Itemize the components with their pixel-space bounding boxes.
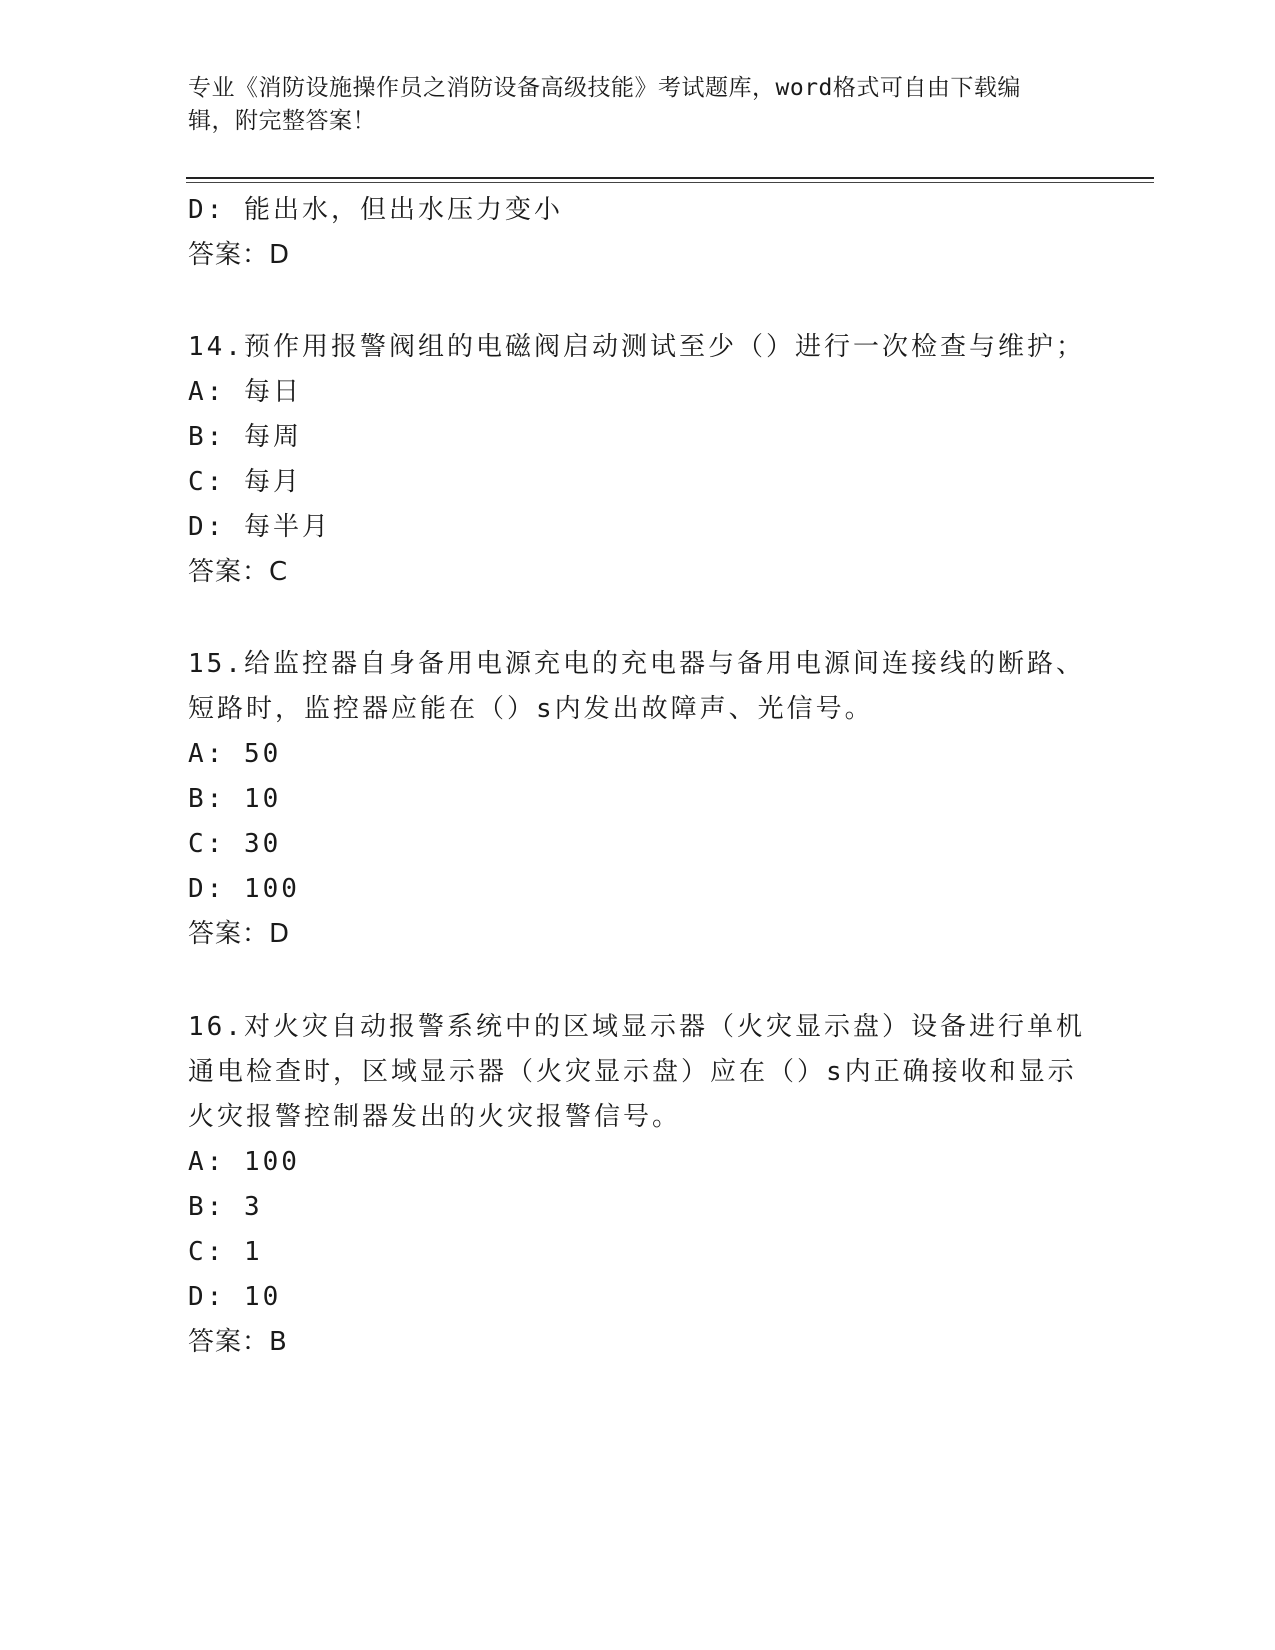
q16-question-line-3: 火灾报警控制器发出的火灾报警信号。 xyxy=(188,1102,682,1132)
q15-option-c: C: 30 xyxy=(188,829,282,859)
q16-option-d: D: 10 xyxy=(188,1282,282,1312)
q16-answer: 答案：B xyxy=(188,1327,288,1357)
q14-question: 14.预作用报警阀组的电磁阀启动测试至少（）进行一次检查与维护； xyxy=(188,332,1085,362)
q14-answer: 答案：C xyxy=(188,557,289,587)
q13-option-d: D: 能出水，但出水压力变小 xyxy=(188,195,563,225)
q15-question-line-1: 15.给监控器自身备用电源充电的充电器与备用电源间连接线的断路、 xyxy=(188,649,1085,679)
q15-option-a: A: 50 xyxy=(188,739,282,769)
q14-option-b: B: 每周 xyxy=(188,422,302,452)
q16-option-b: B: 3 xyxy=(188,1192,263,1222)
header-divider-thick xyxy=(186,177,1154,179)
q16-question-line-1: 16.对火灾自动报警系统中的区域显示器（火灾显示盘）设备进行单机 xyxy=(188,1012,1085,1042)
q16-question-line-2: 通电检查时，区域显示器（火灾显示盘）应在（）s内正确接收和显示 xyxy=(188,1057,1077,1087)
header-line-1: 专业《消防设施操作员之消防设备高级技能》考试题库，word格式可自由下载编 xyxy=(188,75,1021,101)
q15-answer: 答案：D xyxy=(188,919,291,949)
q15-option-b: B: 10 xyxy=(188,784,282,814)
header-line-2: 辑，附完整答案！ xyxy=(188,108,376,134)
document-header xyxy=(188,72,1088,138)
q14-option-c: C: 每月 xyxy=(188,467,302,497)
q13-answer: 答案：D xyxy=(188,240,291,270)
q16-option-c: C: 1 xyxy=(188,1237,263,1267)
header-divider-thin xyxy=(186,182,1154,183)
q14-option-a: A: 每日 xyxy=(188,377,302,407)
q14-option-d: D: 每半月 xyxy=(188,512,331,542)
q15-option-d: D: 100 xyxy=(188,874,300,904)
q15-question-line-2: 短路时，监控器应能在（）s内发出故障声、光信号。 xyxy=(188,694,874,724)
q16-option-a: A: 100 xyxy=(188,1147,300,1177)
